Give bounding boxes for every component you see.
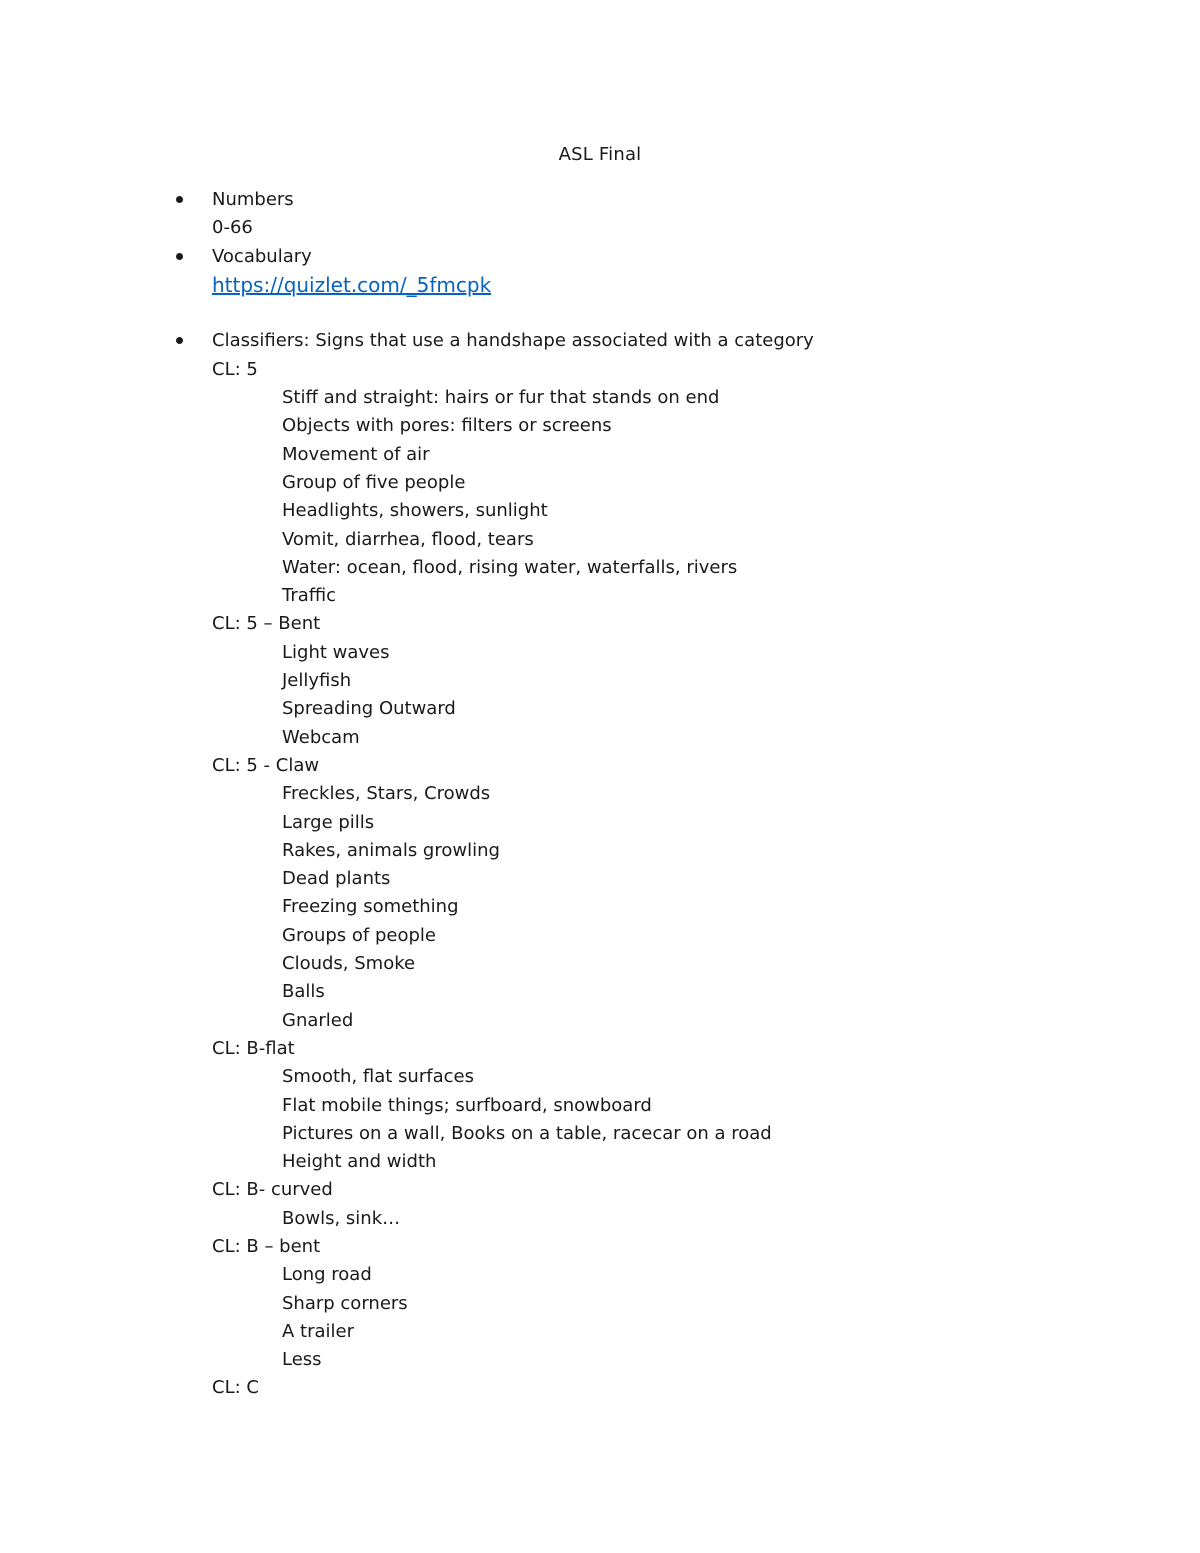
classifier-label: CL: B – bent <box>212 1235 321 1257</box>
classifier-example: Jellyfish <box>282 670 352 692</box>
classifier-example: Less <box>282 1349 322 1371</box>
classifier-example: Objects with pores: filters or screens <box>282 415 612 437</box>
vocabulary-link-line <box>0 271 1200 299</box>
classifier-example: Large pills <box>282 811 375 833</box>
document-title: ASL Final <box>558 144 642 165</box>
bullet-icon <box>176 253 183 260</box>
classifier-example: Group of five people <box>282 471 466 493</box>
classifier-example: Rakes, animals growling <box>282 839 500 861</box>
classifier-example: Sharp corners <box>282 1292 408 1314</box>
classifier-example: Light waves <box>282 641 390 663</box>
classifier-example: Balls <box>282 981 325 1003</box>
classifier-label: CL: 5 – Bent <box>212 613 321 635</box>
numbers-range-line <box>0 214 1200 242</box>
document-body <box>0 186 1200 1403</box>
list-item-numbers <box>0 186 1200 214</box>
classifier-example: Height and width <box>282 1151 437 1173</box>
vocabulary-heading: Vocabulary <box>212 245 312 267</box>
classifier-example: Spreading Outward <box>282 698 456 720</box>
classifier-example: Groups of people <box>282 924 436 946</box>
blank-line <box>0 299 1200 327</box>
classifier-example: Long road <box>282 1264 372 1286</box>
numbers-heading: Numbers <box>212 189 294 210</box>
classifier-example: Headlights, showers, sunlight <box>282 500 548 522</box>
classifier-example: Traffic <box>282 585 337 607</box>
classifier-example: Dead plants <box>282 868 391 890</box>
classifier-example: Freckles, Stars, Crowds <box>282 783 491 805</box>
classifier-groups <box>0 356 1200 1403</box>
classifier-label: CL: B- curved <box>212 1179 333 1201</box>
classifier-example: Gnarled <box>282 1009 354 1031</box>
classifier-label: CL: B-flat <box>212 1037 295 1059</box>
quizlet-link[interactable]: https://quizlet.com/_5fmcpk <box>212 272 492 297</box>
numbers-range: 0-66 <box>212 217 253 239</box>
classifier-example: Movement of air <box>282 443 430 465</box>
classifier-example: Freezing something <box>282 896 459 918</box>
classifier-example: Stiff and straight: hairs or fur that stands on end <box>282 387 720 409</box>
classifier-example: Webcam <box>282 726 360 748</box>
classifier-example: Vomit, diarrhea, flood, tears <box>282 528 534 550</box>
classifier-example: Bowls, sink… <box>282 1207 401 1229</box>
bullet-icon <box>176 337 183 344</box>
classifier-example: Clouds, Smoke <box>282 953 416 975</box>
classifier-example: Water: ocean, flood, rising water, waterfalls, rivers <box>282 556 738 578</box>
classifier-label: CL: 5 - Claw <box>212 754 320 776</box>
classifier-example: Smooth, flat surfaces <box>282 1066 474 1088</box>
list-item-classifiers <box>0 327 1200 355</box>
classifier-example: A trailer <box>282 1320 354 1342</box>
classifier-label: CL: 5 <box>212 358 258 380</box>
classifier-example: Pictures on a wall, Books on a table, racecar on a road <box>282 1122 772 1144</box>
classifier-example: Flat mobile things; surfboard, snowboard <box>282 1094 652 1116</box>
classifier-label: CL: C <box>212 1377 259 1399</box>
classifiers-heading: Classifiers: Signs that use a handshape associated with a category <box>212 330 814 352</box>
bullet-icon <box>176 196 183 203</box>
list-item-vocabulary <box>0 243 1200 271</box>
